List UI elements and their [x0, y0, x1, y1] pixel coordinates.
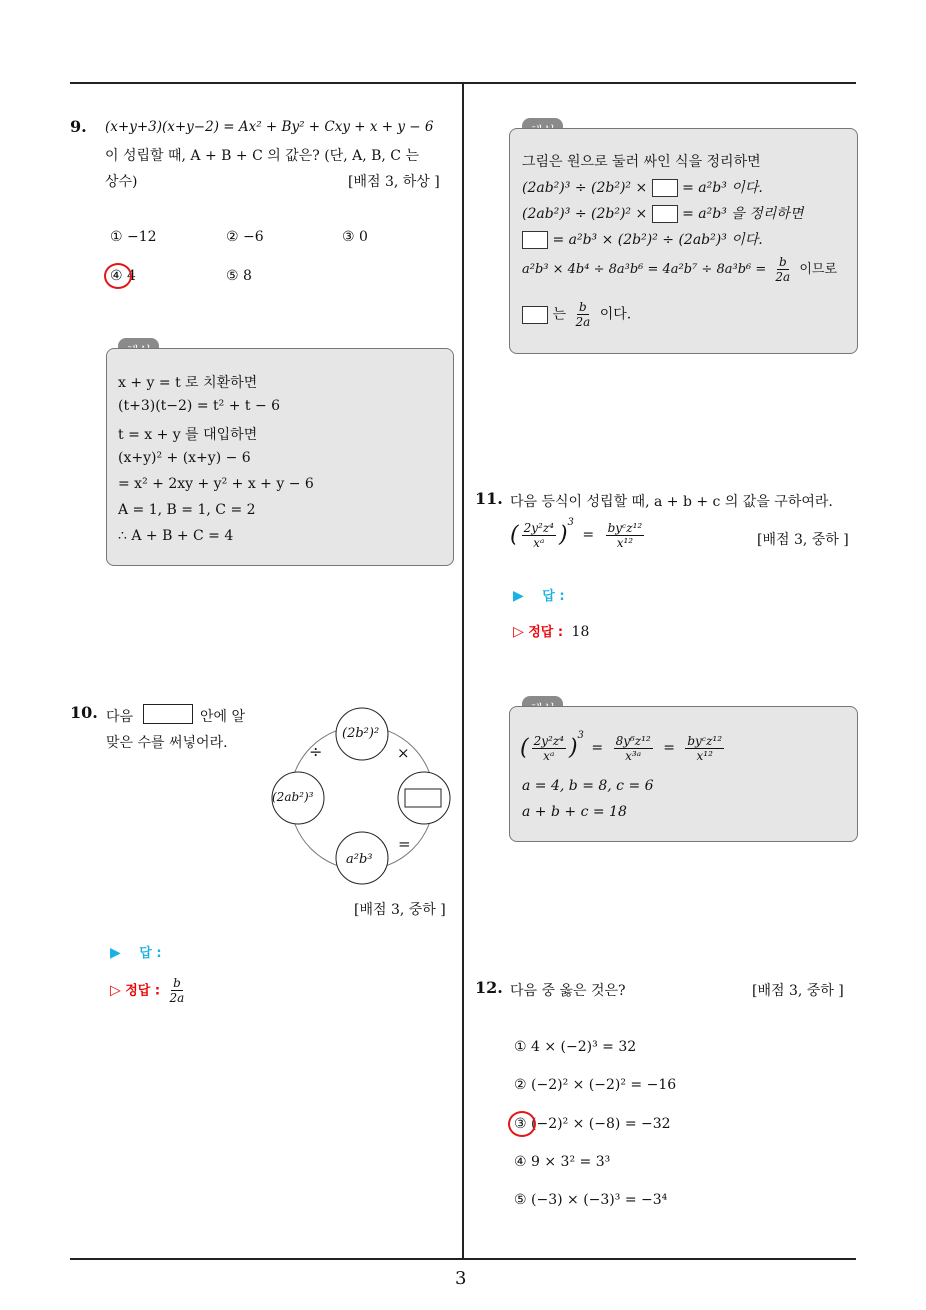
left-paren: (	[520, 735, 529, 761]
q10-sol-line4	[522, 229, 763, 249]
q10-node-left-label: (2ab²)³	[272, 790, 314, 804]
answer-arrow-icon: ▶	[110, 945, 121, 961]
q11-power: 3	[567, 517, 574, 528]
q11-sol-mid-fraction	[614, 734, 653, 763]
node-right-blank	[405, 789, 441, 807]
q10-sol-line5a: a²b³ × 4b⁴ ÷ 8a³b⁶ = 4a²b⁷ ÷ 8a³b⁶ =	[522, 262, 767, 277]
fraction-denominator: 2a	[575, 315, 591, 329]
q9-choice-1[interactable]: ① −12	[110, 229, 157, 245]
q11-sol-line2: a = 4, b = 8, c = 6	[522, 778, 654, 794]
fraction-denominator: x¹²	[696, 748, 713, 763]
fraction-denominator: xᵃ	[543, 748, 555, 763]
q12-score: [배점 3, 중하 ]	[752, 983, 844, 999]
q10-sol-line3a: (2ab²)³ ÷ (2b²)² ×	[522, 206, 648, 222]
correct-arrow-icon: ▷	[110, 982, 121, 999]
q10-score: [배점 3, 중하 ]	[354, 902, 446, 918]
q9-solution-line: x + y = t 로 치환하면	[118, 375, 258, 391]
fraction-numerator: b	[173, 976, 181, 990]
q11-answer-label: 답 :	[542, 589, 565, 604]
page-number: 3	[455, 1268, 467, 1289]
q11-rhs-fraction	[606, 521, 645, 550]
q9-choice-4[interactable]: ④ 4	[110, 268, 136, 284]
q10-sol-line2a: (2ab²)³ ÷ (2b²)² ×	[522, 180, 648, 196]
fraction-numerator: b	[578, 300, 587, 314]
fraction-numerator: 2y²z⁴	[523, 520, 554, 535]
q12-number: 12.	[475, 978, 503, 997]
q12-choice-5[interactable]: ⑤ (−3) × (−3)³ = −3⁴	[514, 1192, 668, 1208]
blank-box	[522, 231, 548, 249]
q11-number: 11.	[475, 489, 503, 508]
fraction-denominator: x¹²	[616, 535, 634, 550]
q10-prompt-a: 다음	[106, 709, 134, 725]
correct-arrow-icon: ▷	[513, 624, 524, 640]
equals-sign: =	[591, 740, 604, 756]
q12-choice-4[interactable]: ④ 9 × 3² = 3³	[514, 1154, 611, 1170]
fraction-numerator: 8y⁶z¹²	[615, 733, 651, 748]
q10-sol-line3	[522, 203, 803, 223]
q11-lhs-fraction	[522, 521, 556, 550]
q10-sol-line5b: 이므로	[799, 262, 838, 277]
q10-prompt-b: 안에 알	[200, 709, 246, 725]
q9-choice-3[interactable]: ③ 0	[342, 229, 368, 245]
q11-sol-rhs-fraction	[685, 734, 724, 763]
equals-sign: =	[663, 740, 675, 756]
q10-sol-fraction	[573, 300, 592, 329]
equals-sign: =	[582, 527, 595, 543]
q12-choice-3[interactable]: ③ (−2)² × (−8) = −32	[514, 1116, 671, 1132]
q10-sol-line5	[522, 255, 837, 284]
q9-selected-mark	[104, 263, 132, 289]
bottom-rule	[70, 1258, 856, 1260]
q10-sol-line2b: = a²b³ 이다.	[682, 180, 763, 196]
q10-sol-line6a: 는	[552, 306, 566, 323]
q9-number: 9.	[70, 117, 87, 136]
q10-op-multiply: ×	[397, 744, 410, 762]
q9-solution-line: (x+y)² + (x+y) − 6	[118, 450, 251, 466]
fraction-denominator: 2a	[169, 991, 185, 1005]
q12-choice-1[interactable]: ① 4 × (−2)³ = 32	[514, 1039, 637, 1055]
blank-box	[652, 179, 678, 197]
right-paren: )	[558, 522, 568, 548]
q9-solution-line: ∴ A + B + C = 4	[118, 528, 234, 544]
q9-line3: 상수)	[105, 174, 138, 190]
q10-sol-line3b: = a²b³ 을 정리하면	[682, 206, 804, 222]
q9-solution-line: A = 1, B = 1, C = 2	[118, 502, 256, 518]
q10-correct-label: 정답 :	[125, 983, 161, 999]
q10-blank-box[interactable]	[143, 704, 193, 724]
q9-choice-2[interactable]: ② −6	[226, 229, 264, 245]
q10-correct-row	[110, 976, 189, 1005]
q11-equation	[510, 517, 647, 550]
right-paren: )	[568, 735, 578, 761]
q11-sol-line1	[520, 730, 727, 763]
fraction-numerator: b	[778, 255, 787, 269]
fraction-numerator: byᶜz¹²	[607, 520, 643, 535]
q11-prompt: 다음 등식이 성립할 때, a + b + c 의 값을 구하여라.	[510, 494, 833, 510]
q11-answer-row[interactable]	[513, 585, 565, 604]
q9-score: [배점 3, 하상 ]	[348, 174, 440, 190]
q9-choice-5[interactable]: ⑤ 8	[226, 268, 252, 284]
q9-solution-line: t = x + y 를 대입하면	[118, 427, 258, 443]
q10-sol-line6	[522, 300, 631, 329]
column-divider	[462, 83, 464, 1258]
q9-solution-line: (t+3)(t−2) = t² + t − 6	[118, 398, 281, 414]
q10-answer-label: 답 :	[139, 946, 162, 961]
q10-op-divide: ÷	[309, 742, 323, 761]
q12-choice-2[interactable]: ② (−2)² × (−2)² = −16	[514, 1077, 677, 1093]
q10-node-bottom-label: a²b³	[346, 852, 373, 867]
q12-selected-mark	[508, 1111, 536, 1137]
q11-sol-line3: a + b + c = 18	[522, 804, 627, 820]
q10-number: 10.	[70, 703, 98, 722]
q9-solution-line: = x² + 2xy + y² + x + y − 6	[118, 476, 314, 492]
q10-node-top-label: (2b²)²	[342, 726, 380, 741]
q10-op-equals: =	[398, 835, 411, 853]
q10-sol-line2	[522, 177, 763, 197]
q10-prompt-c: 맞은 수를 써넣어라.	[106, 735, 228, 751]
q10-sol-line4-text: = a²b³ × (2b²)² ÷ (2ab²)³ 이다.	[552, 232, 763, 248]
left-paren: (	[510, 522, 519, 548]
q11-sol-power: 3	[577, 730, 584, 741]
fraction-denominator: 2a	[775, 270, 791, 284]
blank-box	[652, 205, 678, 223]
blank-box	[522, 306, 548, 324]
q9-equation: (x+y+3)(x+y−2) = Ax² + By² + Cxy + x + y − 6	[105, 119, 434, 135]
q11-score: [배점 3, 중하 ]	[757, 532, 849, 548]
fraction-numerator: 2y²z⁴	[533, 733, 564, 748]
q10-correct-fraction	[168, 976, 187, 1005]
fraction-numerator: byᶜz¹²	[687, 733, 723, 748]
q9-line2: 이 성립할 때, A + B + C 의 값은? (단, A, B, C 는	[105, 148, 419, 164]
q11-correct-label: 정답 :	[528, 625, 564, 640]
q11-solution-box	[509, 706, 858, 842]
q12-prompt: 다음 중 옳은 것은?	[510, 983, 626, 999]
q11-correct-row	[513, 621, 589, 640]
answer-arrow-icon: ▶	[513, 588, 524, 604]
fraction-denominator: x³ᵃ	[625, 748, 642, 763]
q11-correct-value: 18	[571, 624, 590, 640]
q10-sol-fraction	[773, 255, 792, 284]
q10-sol-line1: 그림은 원으로 둘러 싸인 식을 정리하면	[522, 154, 761, 170]
q11-sol-lhs-fraction	[532, 734, 566, 763]
q10-sol-line6b: 이다.	[599, 306, 632, 323]
q10-answer-row[interactable]	[110, 942, 162, 961]
fraction-denominator: xᵃ	[533, 535, 545, 550]
